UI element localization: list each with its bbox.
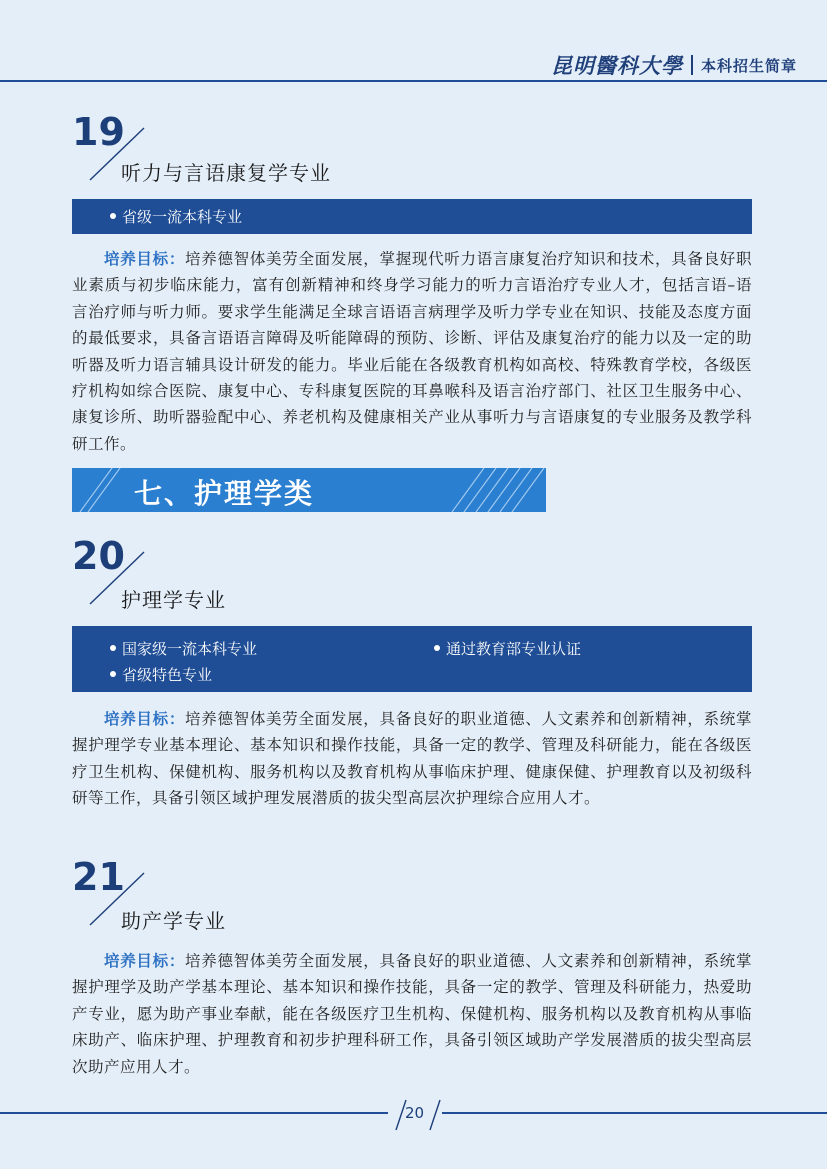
goal-label: 培养目标：	[104, 250, 186, 268]
honor-tag: 省级特色专业	[110, 664, 212, 685]
major-title: 听力与言语康复学专业	[121, 161, 331, 185]
section-title: 七、护理学类	[134, 477, 315, 510]
goal-text: 培养德智体美劳全面发展，具备良好的职业道德、人文素养和创新精神，系统掌握护理学及助产学基本理论、基本知识和操作技能，具备一定的教学、管理及科研能力，热爱助产专业，愿为助产事业奉献，能在各级医疗卫生机构、保健机构、服务机构以及教育机构从事临床助产、临床护理、护理教育和初步护理科研工作，具备引领区域助产学发展潜质的拔尖型高层次助产应用人才。	[72, 952, 752, 1076]
goal-text: 培养德智体美劳全面发展，具备良好的职业道德、人文素养和创新精神，系统掌握护理学专业基本理论、基本知识和操作技能，具备一定的教学、管理及科研能力，能在各级医疗卫生机构、保健机构、服务机构以及教育机构从事临床护理、健康保健、护理教育以及初级科研等工作，具备引领区域护理发展潜质的拔尖型高层次护理综合应用人才。	[72, 710, 752, 808]
page-number: 20	[405, 1104, 425, 1122]
header-divider	[691, 55, 693, 75]
honors-bar	[72, 199, 752, 234]
university-logo-text: 昆明醫科大學	[550, 53, 683, 78]
major-number: 21	[72, 855, 125, 899]
goal-text: 培养德智体美劳全面发展，掌握现代听力语言康复治疗知识和技术，具备良好职业素质与初步临床能力，富有创新精神和终身学习能力的听力言语治疗专业人才，包括言语–语言治疗师与听力师。要求学生能满足全球言语语言病理学及听力学专业在知识、技能及态度方面的最低要求，具备言语语言障碍及听能障碍的预防、诊断、评估及康复治疗的能力以及一定的助听器及听力语言辅具设计研发的能力。毕业后能在各级教育机构如高校、特殊教育学校，各级医疗机构如综合医院、康复中心、专科康复医院的耳鼻喉科及语言治疗部门、社区卫生服务中心、康复诊所、助听器验配中心、养老机构及健康相关产业从事听力与言语康复的专业服务及教学科研工作。	[72, 250, 752, 453]
honor-tag: 通过教育部专业认证	[434, 638, 581, 659]
goal-label: 培养目标：	[104, 952, 186, 970]
brochure-title: 本科招生简章	[700, 56, 797, 75]
header-rule	[0, 80, 827, 82]
goal-label: 培养目标：	[104, 710, 186, 728]
major-number: 19	[72, 110, 125, 154]
section-heading-bar	[72, 468, 546, 512]
major-title: 助产学专业	[121, 909, 226, 933]
training-goal	[72, 948, 752, 1080]
honors-bar	[72, 626, 752, 692]
major-number: 20	[72, 534, 125, 578]
major-title: 护理学专业	[121, 588, 226, 612]
training-goal	[72, 706, 752, 812]
honor-tag: 省级一流本科专业	[110, 206, 242, 227]
page-header	[551, 50, 797, 80]
training-goal	[72, 246, 752, 457]
honor-tag: 国家级一流本科专业	[110, 638, 257, 659]
